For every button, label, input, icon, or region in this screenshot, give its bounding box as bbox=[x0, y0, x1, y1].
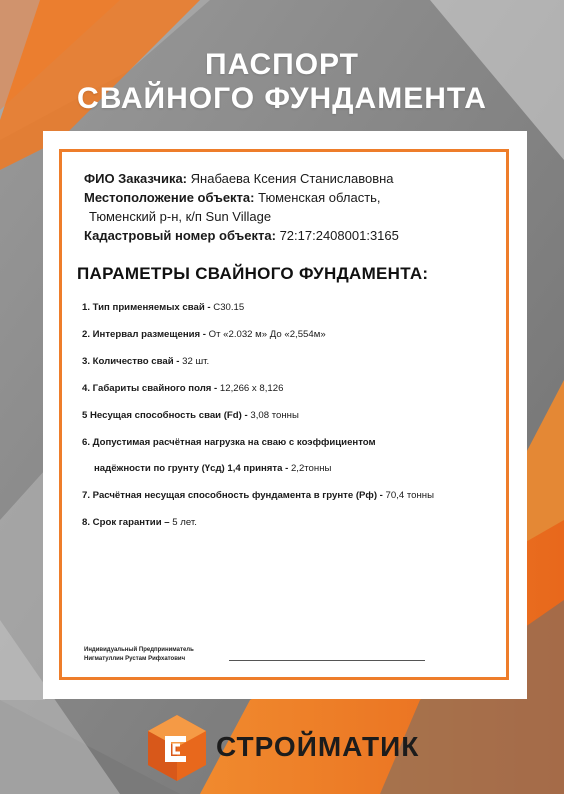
location-label: Местоположение объекта: bbox=[84, 190, 255, 205]
cadastral-value: 72:17:2408001:3165 bbox=[279, 228, 399, 243]
signature-line-2: Нигматуллин Рустам Рифхатович bbox=[84, 656, 186, 662]
customer-info bbox=[84, 169, 504, 245]
param-value: 12,266 x 8,126 bbox=[219, 383, 284, 394]
cube-logo-icon bbox=[146, 713, 208, 783]
param-value: От «2.032 м» До «2,554м» bbox=[208, 329, 326, 340]
param-item-6-continued bbox=[94, 463, 331, 474]
cadastral-row bbox=[84, 226, 504, 245]
param-item-7 bbox=[82, 490, 434, 501]
param-label: 1. Тип применяемых свай - bbox=[82, 302, 211, 313]
param-item-8 bbox=[82, 517, 197, 528]
param-value: 3,08 тонны bbox=[250, 410, 299, 421]
param-item-2 bbox=[82, 329, 326, 340]
param-item-3 bbox=[82, 356, 209, 367]
param-label: 4. Габариты свайного поля - bbox=[82, 383, 218, 394]
param-item-5 bbox=[82, 410, 299, 421]
param-item-6 bbox=[82, 437, 376, 448]
param-label: 3. Количество свай - bbox=[82, 356, 180, 367]
signature-line-1: Индивидуальный Предприниматель bbox=[84, 647, 194, 653]
param-value: 70,4 тонны bbox=[385, 490, 434, 501]
customer-name-value: Янабаева Ксения Станиславовна bbox=[190, 171, 394, 186]
param-item-4 bbox=[82, 383, 283, 394]
signature-block bbox=[84, 646, 194, 664]
passport-sheet bbox=[43, 131, 527, 699]
param-value: 32 шт. bbox=[182, 356, 210, 367]
location-value-1: Тюменская область, bbox=[258, 190, 381, 205]
customer-name-row bbox=[84, 169, 504, 188]
signature-line bbox=[229, 660, 425, 661]
location-row-continued bbox=[84, 207, 504, 226]
cadastral-label: Кадастровый номер объекта: bbox=[84, 228, 276, 243]
param-label: 6. Допустимая расчётная нагрузка на сваю с коэффициентом bbox=[82, 437, 376, 448]
param-value: С30.15 bbox=[213, 302, 245, 313]
brand-logo bbox=[146, 713, 436, 783]
params-heading: ПАРАМЕТРЫ СВАЙНОГО ФУНДАМЕНТА: bbox=[77, 264, 429, 283]
param-value: 2,2тонны bbox=[290, 463, 332, 474]
brand-name: СТРОЙМАТИК bbox=[216, 731, 420, 762]
param-label: 2. Интервал размещения - bbox=[82, 329, 206, 340]
param-label: 7. Расчётная несущая способность фундамента в грунте (Рф) - bbox=[82, 490, 383, 501]
title-line-2: СВАЙНОГО ФУНДАМЕНТА bbox=[77, 82, 487, 115]
location-row bbox=[84, 188, 504, 207]
orange-frame bbox=[59, 149, 509, 680]
customer-name-label: ФИО Заказчика: bbox=[84, 171, 188, 186]
param-value: 5 лет. bbox=[172, 517, 197, 528]
param-item-1 bbox=[82, 302, 244, 313]
param-label: 5 Несущая способность сваи (Fd) - bbox=[82, 410, 248, 421]
title-line-1: ПАСПОРТ bbox=[205, 48, 359, 81]
page-title bbox=[0, 48, 564, 116]
location-value-2: Тюменский р-н, к/п Sun Village bbox=[89, 209, 272, 224]
param-label: надёжности по грунту (Үсд) 1,4 принята - bbox=[94, 463, 289, 474]
param-label: 8. Срок гарантии – bbox=[82, 517, 170, 528]
